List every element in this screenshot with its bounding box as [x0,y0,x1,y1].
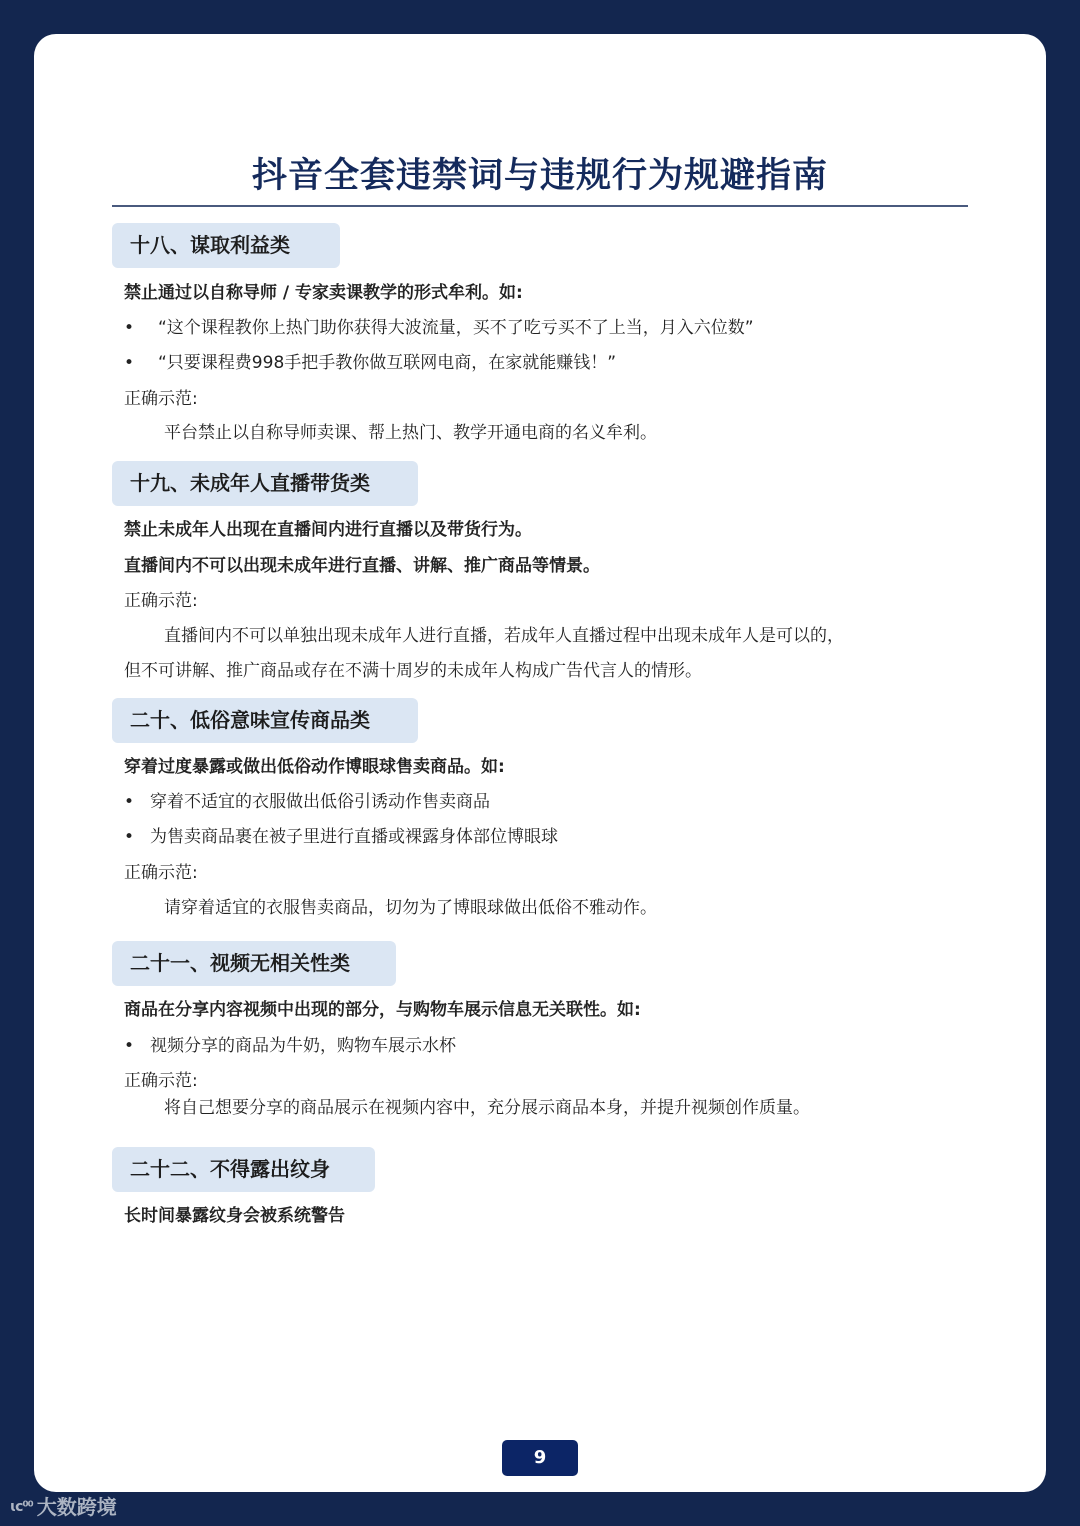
bullet-icon: • [124,353,135,373]
section-19-lead-2: 直播间内不可以出现未成年进行直播、讲解、推广商品等情景。 [124,556,600,576]
section-19-correct-label: 正确示范: [124,591,198,611]
section-heading-21: 二十一、视频无相关性类 [112,941,396,986]
section-18-bullet-2: “只要课程费998手把手教你做互联网电商，在家就能赚钱！” [158,353,617,373]
section-19-correct-text-2: 但不可讲解、推广商品或存在不满十周岁的未成年人构成广告代言人的情形。 [124,661,702,681]
section-21-lead: 商品在分享内容视频中出现的部分，与购物车展示信息无关联性。如: [124,1000,641,1020]
section-18-lead: 禁止通过以自称导师 / 专家卖课教学的形式牟利。如: [124,283,523,303]
section-18-bullet-1: “这个课程教你上热门助你获得大波流量，买不了吃亏买不了上当，月入六位数” [158,318,754,338]
bullet-icon: • [124,827,135,847]
section-19-lead-1: 禁止未成年人出现在直播间内进行直播以及带货行为。 [124,520,532,540]
section-18-correct-text: 平台禁止以自称导师卖课、帮上热门、教学开通电商的名义牟利。 [164,423,657,443]
section-21-bullet-1: 视频分享的商品为牛奶，购物车展示水杯 [150,1036,456,1056]
section-21-correct-label: 正确示范: [124,1071,198,1091]
section-heading-22: 二十二、不得露出纹身 [112,1147,375,1192]
section-20-correct-text: 请穿着适宜的衣服售卖商品，切勿为了博眼球做出低俗不雅动作。 [164,898,657,918]
section-20-lead: 穿着过度暴露或做出低俗动作博眼球售卖商品。如: [124,757,505,777]
section-22-lead: 长时间暴露纹身会被系统警告 [124,1206,345,1226]
section-heading-18: 十八、谋取利益类 [112,223,340,268]
section-18-correct-label: 正确示范: [124,389,198,409]
section-20-correct-label: 正确示范: [124,863,198,883]
brand-logo-icon: ɩᴄ⁰⁰ [10,1499,33,1515]
bullet-icon: • [124,792,135,812]
page-number-badge: 9 [502,1440,578,1476]
section-21-correct-text: 将自己想要分享的商品展示在视频内容中，充分展示商品本身，并提升视频创作质量。 [164,1098,810,1118]
section-20-bullet-2: 为售卖商品裹在被子里进行直播或裸露身体部位博眼球 [150,827,558,847]
section-heading-19: 十九、未成年人直播带货类 [112,461,418,506]
title-divider [112,205,968,207]
section-19-correct-text-1: 直播间内不可以单独出现未成年人进行直播，若成年人直播过程中出现未成年人是可以的， [164,626,844,646]
watermark-text: 大数跨境 [36,1495,117,1519]
bullet-icon: • [124,1036,135,1056]
section-20-bullet-1: 穿着不适宜的衣服做出低俗引诱动作售卖商品 [150,792,490,812]
watermark [10,1492,117,1522]
page-title: 抖音全套违禁词与违规行为规避指南 [251,156,828,196]
section-heading-20: 二十、低俗意味宣传商品类 [112,698,418,743]
bullet-icon: • [124,318,135,338]
